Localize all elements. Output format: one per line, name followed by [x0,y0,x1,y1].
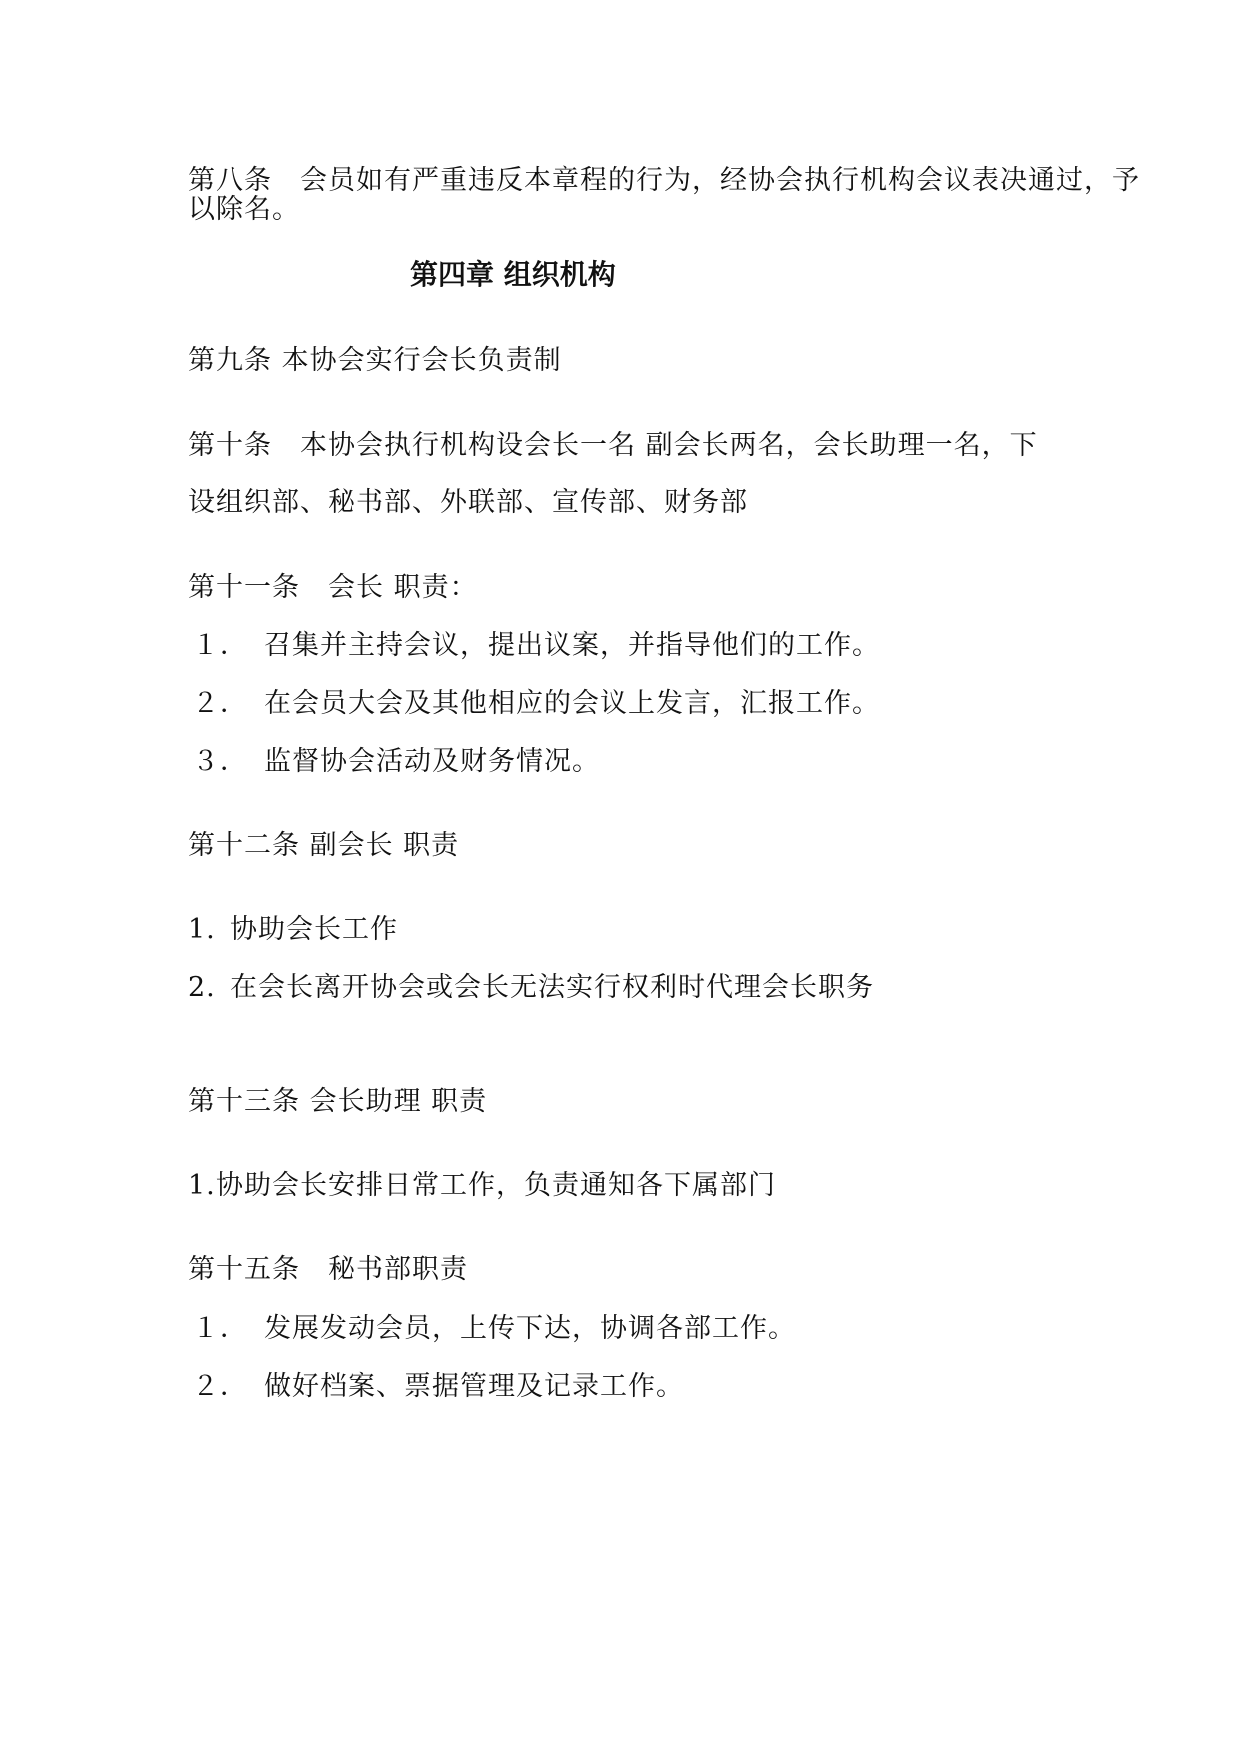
article-15-title: 第十五条 秘书部职责 [188,1254,468,1285]
list-item-text: 协助会长工作 [230,914,398,945]
list-item-text: 监督协会活动及财务情况。 [264,746,600,777]
list-item-number: １． [192,1313,248,1344]
article-8-line-1: 第八条 会员如有严重违反本章程的行为，经协会执行机构会议表决通过，予 [188,165,1140,196]
list-item-text: 召集并主持会议，提出议案，并指导他们的工作。 [264,630,880,661]
list-item-text: 在会长离开协会或会长无法实行权利时代理会长职务 [230,972,874,1003]
list-item [188,628,880,664]
chapter-4-title: 第四章 组织机构 [410,258,616,291]
list-item-text: 发展发动会员，上传下达，协调各部工作。 [264,1313,796,1344]
list-item [188,744,600,780]
list-item-number: ２． [192,1371,248,1402]
list-item-text: 做好档案、票据管理及记录工作。 [264,1371,684,1402]
list-item [188,686,880,722]
list-item [188,1369,684,1405]
article-10-line-1: 第十条 本协会执行机构设会长一名 副会长两名，会长助理一名，下 [188,430,1038,461]
list-item-number: ３． [192,746,248,777]
list-item-number: 1. [188,914,216,945]
article-9: 第九条 本协会实行会长负责制 [188,345,562,376]
article-8-line-2: 以除名。 [188,194,300,225]
list-item-text: 在会员大会及其他相应的会议上发言，汇报工作。 [264,688,880,719]
article-12-title: 第十二条 副会长 职责 [188,830,460,861]
list-item: 1.协助会长安排日常工作，负责通知各下属部门 [188,1170,776,1201]
list-item-number: 2. [188,972,216,1003]
article-10-line-2: 设组织部、秘书部、外联部、宣传部、财务部 [188,487,748,518]
list-item-number: ２． [192,688,248,719]
list-item [188,1311,796,1347]
article-13-title: 第十三条 会长助理 职责 [188,1086,488,1117]
list-item-text: 协助会长安排日常工作，负责通知各下属部门 [216,1170,776,1201]
list-item [188,912,398,948]
article-11-title: 第十一条 会长 职责： [188,572,478,603]
list-item-number: １． [192,630,248,661]
list-item [188,970,874,1006]
